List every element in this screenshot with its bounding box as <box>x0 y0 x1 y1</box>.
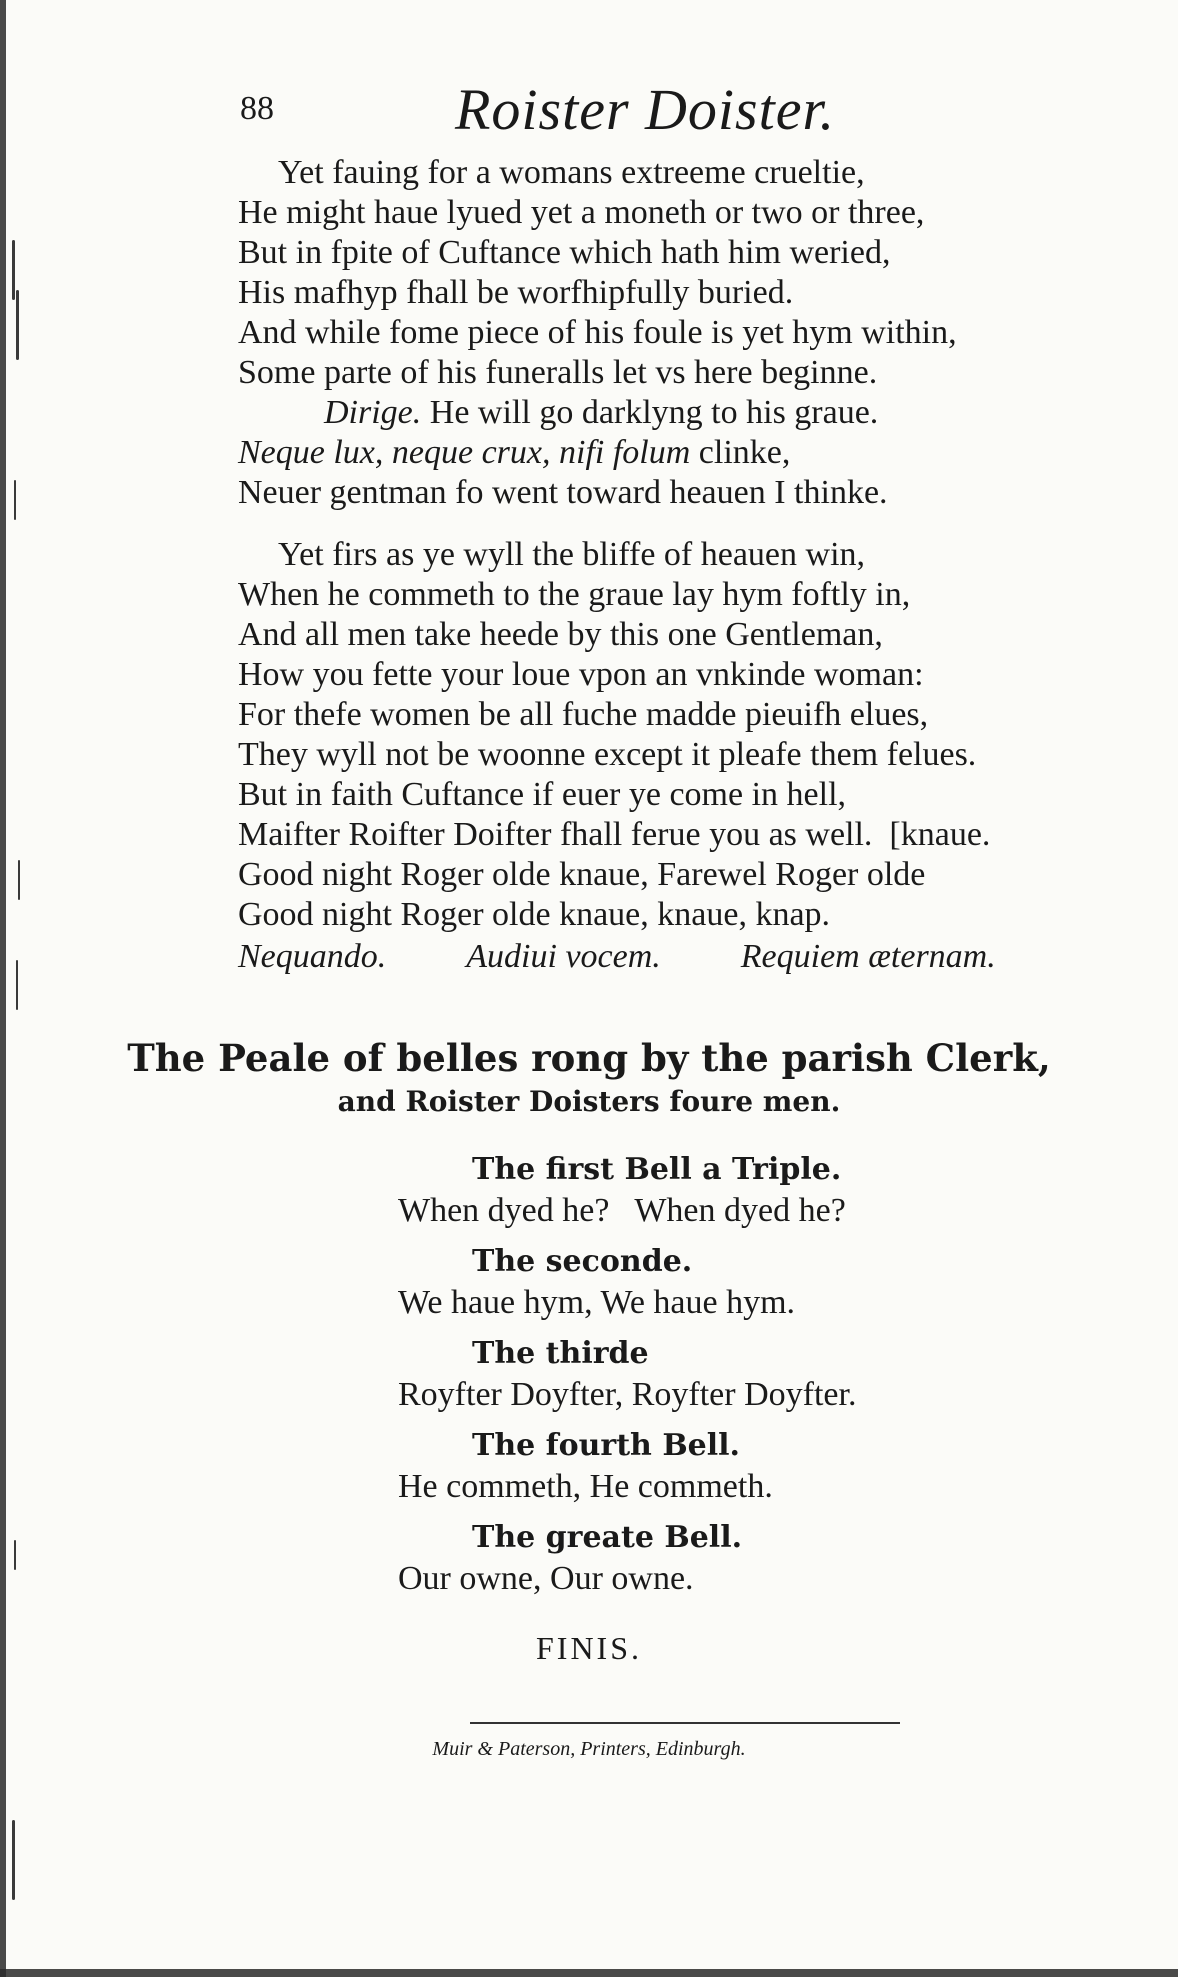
running-title: Roister Doister. <box>455 77 836 142</box>
page-left-edge <box>0 0 6 1977</box>
verse-line: Neuer gentman fo went toward heauen I thinke. <box>238 474 888 511</box>
neque-text: clinke, <box>690 434 791 471</box>
imprint-rule <box>470 1722 900 1724</box>
page-bottom-edge <box>0 1969 1178 1977</box>
verse-line: For thefe women be all fuche madde pieuifh elues, <box>238 696 929 733</box>
section-subheading: and Roister Doisters foure men. <box>337 1085 841 1118</box>
verse-line: And while fome piece of his foule is yet hym within, <box>238 314 957 351</box>
verse-line-dirige <box>238 393 957 433</box>
latin-requiem: Requiem æternam. <box>740 938 996 975</box>
bell-name: The thirde <box>472 1336 649 1371</box>
verse-line: Yet firs as ye wyll the bliffe of heauen win, <box>278 536 866 573</box>
verse-line: How you fette your loue vpon an vnkinde woman: <box>238 656 924 693</box>
bell-fourth <box>398 1426 773 1508</box>
page-number: 88 <box>240 90 274 127</box>
verse-line: Good night Roger olde knaue, Farewel Roger olde <box>238 856 926 893</box>
verse-line: But in fpite of Cuftance which hath him weried, <box>238 234 891 271</box>
verse-line: He might haue lyued yet a moneth or two or three, <box>238 194 925 231</box>
stanza-2 <box>238 535 996 977</box>
bell-text: Royfter Doyfter, Royfter Doyfter. <box>398 1376 857 1413</box>
verse-line: His mafhyp fhall be worfhipfully buried. <box>238 274 794 311</box>
margin-marks <box>8 0 34 1977</box>
verse-line: They wyll not be woonne except it pleafe them felues. <box>238 736 977 773</box>
bell-text: We haue hym, We haue hym. <box>398 1284 796 1321</box>
bell-name: The first Bell a Triple. <box>472 1152 842 1187</box>
bell-text: He commeth, He commeth. <box>398 1468 773 1505</box>
latin-audiui: Audiui vocem. <box>466 938 661 975</box>
dirige-label: Dirige. <box>324 394 422 431</box>
verse-line: Some parte of his funeralls let vs here beginne. <box>238 354 878 391</box>
verse-line: Maifter Roifter Doifter fhall ferue you as well. [knaue. <box>238 816 991 853</box>
stanza-1 <box>238 153 957 513</box>
finis: FINIS. <box>535 1630 642 1666</box>
verse-line: And all men take heede by this one Gentleman, <box>238 616 883 653</box>
bell-name: The seconde. <box>472 1244 693 1279</box>
verse-line: Yet fauing for a womans extreeme crueltie, <box>278 154 865 191</box>
verse-line-neque <box>238 433 957 473</box>
bell-name: The greate Bell. <box>472 1520 743 1555</box>
latin-nequando: Nequando. <box>238 938 387 975</box>
latin-line <box>238 937 996 977</box>
section-heading: The Peale of belles rong by the parish Clerk, <box>127 1036 1051 1080</box>
bell-second <box>398 1242 795 1324</box>
verse-line: Good night Roger olde knaue, knaue, knap. <box>238 896 831 933</box>
bell-name: The fourth Bell. <box>472 1428 740 1463</box>
verse-line: When he commeth to the graue lay hym foftly in, <box>238 576 911 613</box>
verse-line: But in faith Cuftance if euer ye come in hell, <box>238 776 847 813</box>
printer-imprint: Muir & Paterson, Printers, Edinburgh. <box>432 1738 746 1760</box>
dirige-text: He will go darklyng to his graue. <box>421 394 879 431</box>
bell-greate <box>398 1518 742 1600</box>
bell-text: When dyed he? When dyed he? <box>398 1192 846 1229</box>
bell-first <box>398 1150 846 1232</box>
bell-text: Our owne, Our owne. <box>398 1560 694 1597</box>
neque-latin: Neque lux, neque crux, nifi folum <box>238 434 691 471</box>
bell-third <box>398 1334 856 1416</box>
